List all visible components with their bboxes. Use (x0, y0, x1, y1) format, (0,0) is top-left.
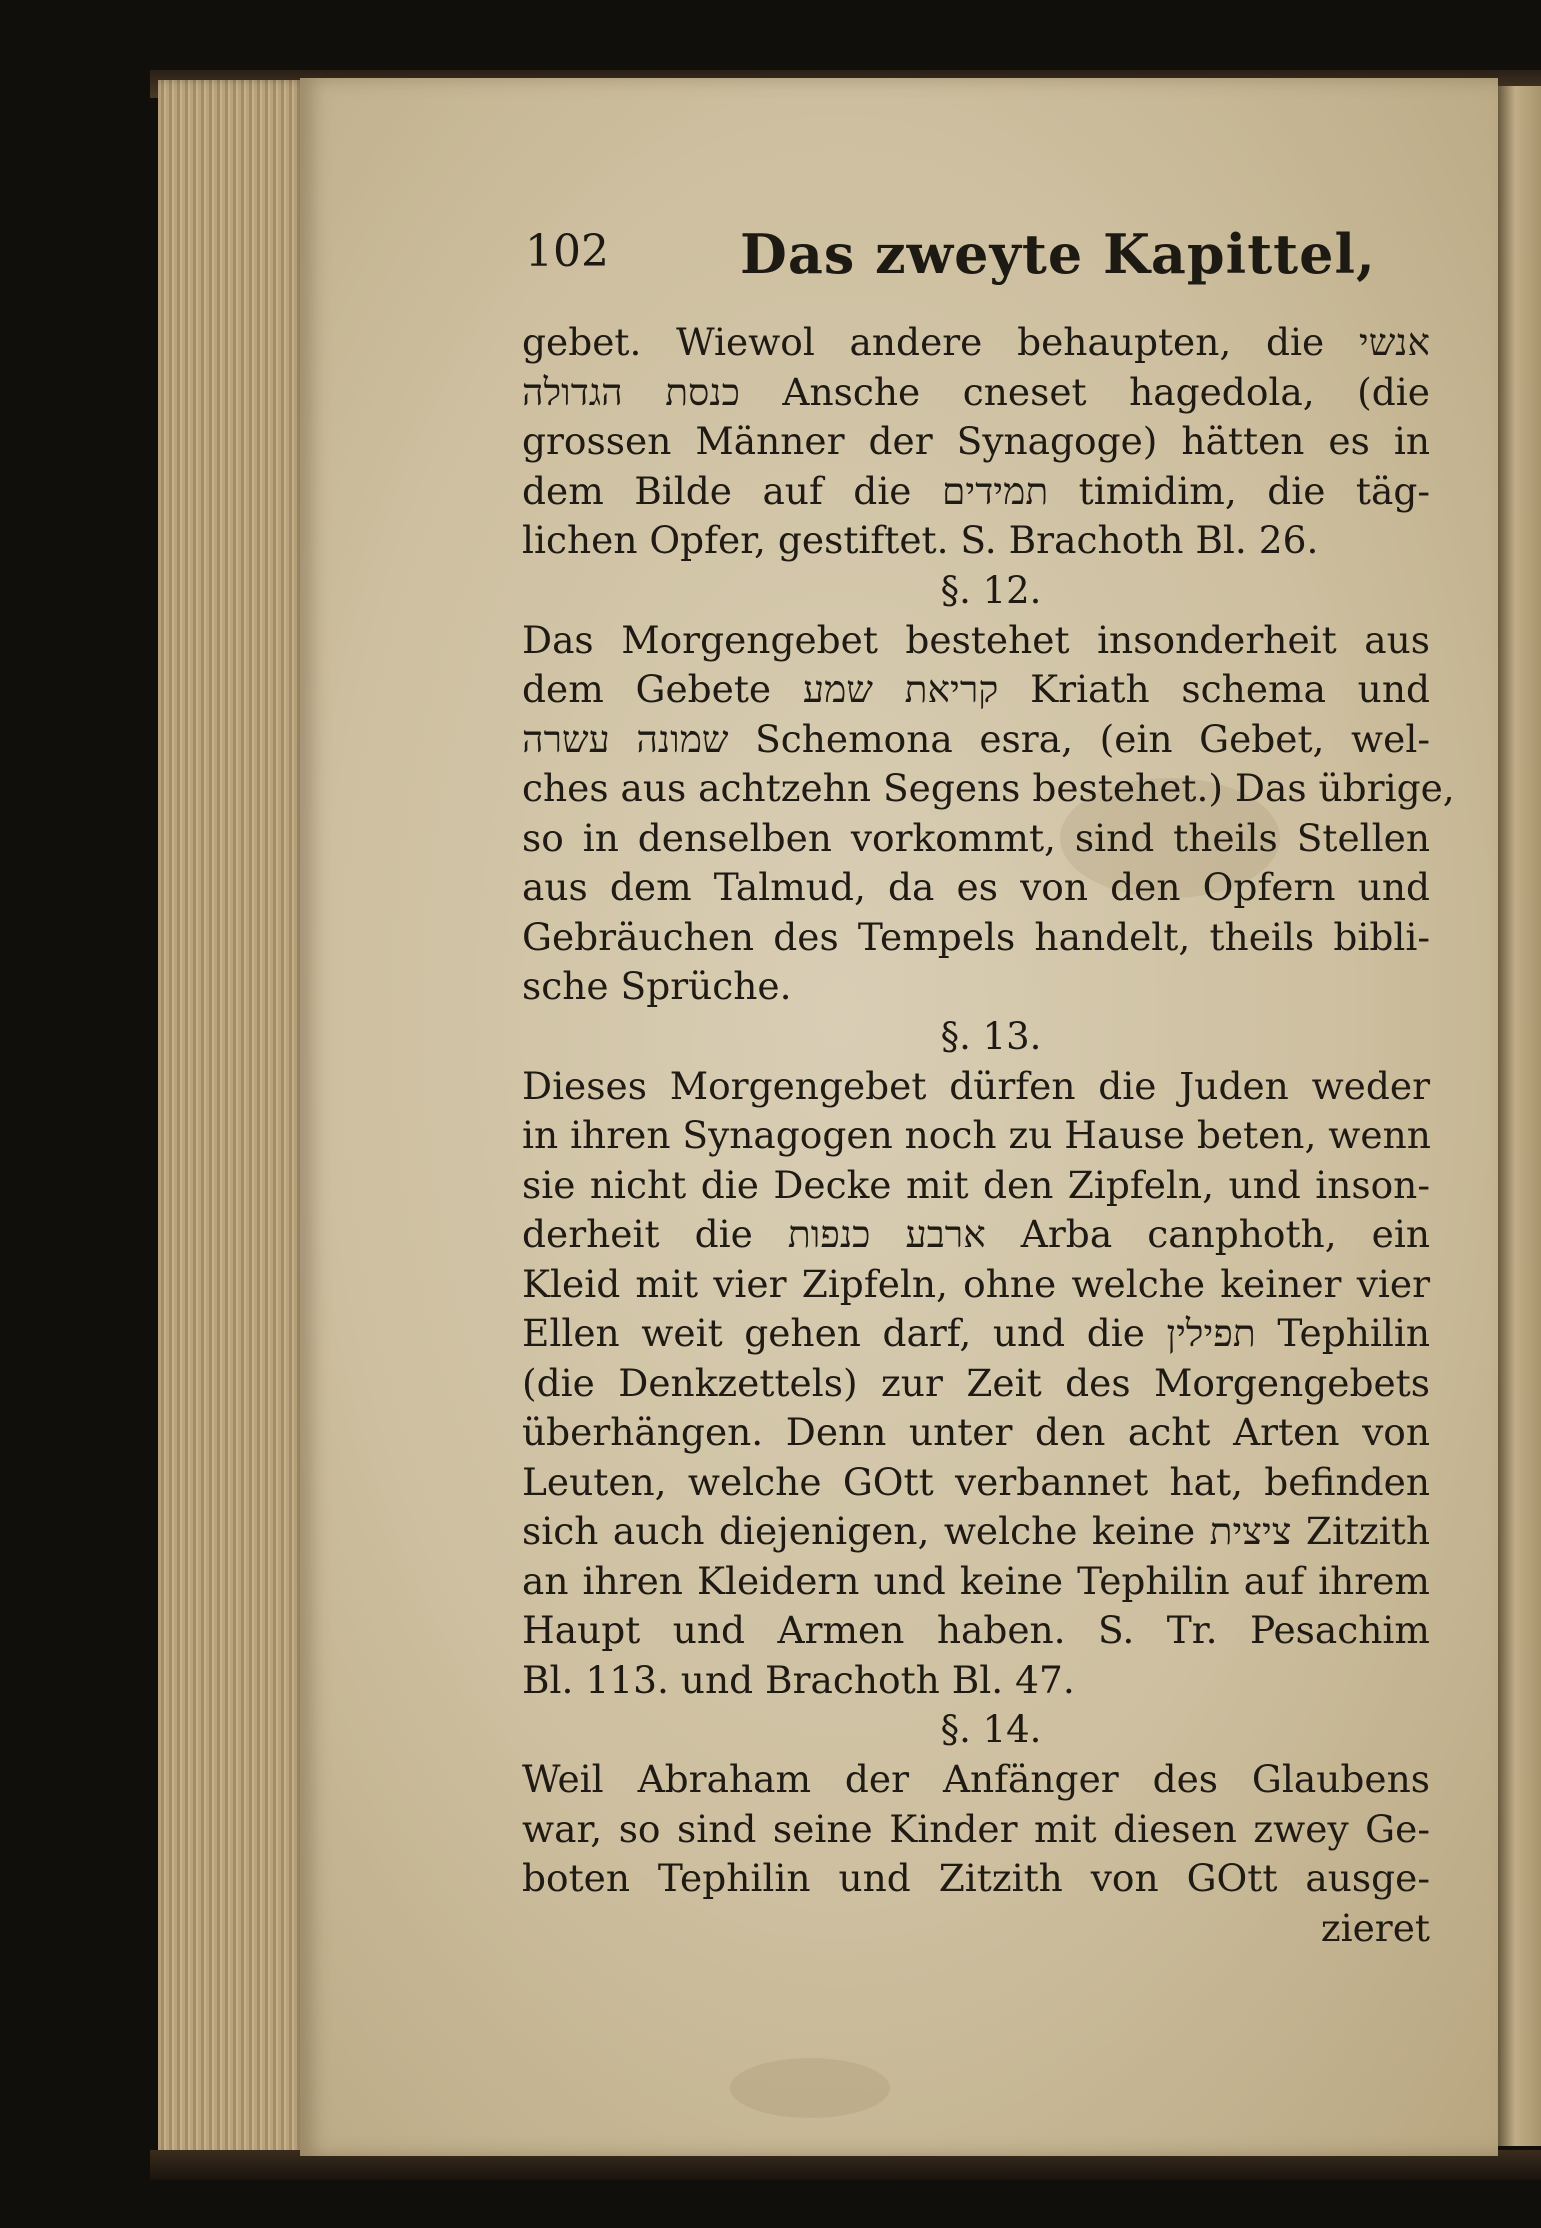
text-line: Kleid mit vier Zipfeln, ohne welche keiner vier (522, 1261, 1430, 1306)
text-line: Weil Abraham der Anfänger des Glaubens (522, 1757, 1430, 1801)
text-line: so in denselben vorkommt, sind theils Stellen (522, 815, 1430, 860)
text-line: derheit die ארבע כנפות Arba canphoth, ein (522, 1212, 1431, 1256)
text-line: an ihren Kleidern und keine Tephilin auf ihrem (522, 1558, 1430, 1603)
page-edges (158, 80, 308, 2160)
text-line: Dieses Morgengebet dürfen die Juden weder (522, 1063, 1430, 1108)
text-line: war, so sind seine Kinder mit diesen zwey Ge- (522, 1806, 1430, 1851)
text-line: dem Bilde auf die תמידים timidim, die täg- (522, 468, 1430, 513)
stain (730, 2058, 890, 2118)
text-line: dem Gebete קריאת שמע Kriath schema und (522, 667, 1430, 711)
text-line: in ihren Synagogen noch zu Hause beten, wenn (522, 1113, 1431, 1157)
text-line: Gebräuchen des Tempels handelt, theils bibli- (522, 914, 1430, 959)
page-header (525, 222, 1428, 296)
section-heading-13: §. 13. (940, 1014, 1042, 1058)
text-line: ches aus achtzehn Segens bestehet.) Das übrige, (522, 766, 1455, 810)
text-line: grossen Männer der Synagoge) hätten es in (522, 419, 1430, 463)
catchword: zieret (1320, 1905, 1430, 1950)
section-heading-12: §. 12. (940, 568, 1042, 612)
facing-page-edge (1498, 86, 1541, 2146)
text-line: (die Denkzettels) zur Zeit des Morgengebets (522, 1360, 1430, 1405)
text-line: sche Sprüche. (522, 964, 792, 1008)
text-line: aus dem Talmud, da es von den Opfern und (522, 865, 1430, 909)
text-line: כנסת הגדולה Ansche cneset hagedola, (die (522, 369, 1430, 414)
text-line: boten Tephilin und Zitzith von GOtt ausge- (522, 1856, 1430, 1900)
section-heading-14: §. 14. (940, 1708, 1042, 1751)
text-line: überhängen. Denn unter den acht Arten von (522, 1410, 1430, 1454)
text-line: sie nicht die Decke mit den Zipfeln, und inson- (522, 1162, 1430, 1207)
text-line: Ellen weit gehen darf, und die תפילין Tephilin (522, 1311, 1430, 1355)
text-line: Haupt und Armen haben. S. Tr. Pesachim (522, 1608, 1430, 1652)
text-line: שמונה עשרה Schemona esra, (ein Gebet, wel- (522, 716, 1431, 761)
text-line: lichen Opfer, gestiftet. S. Brachoth Bl. 26. (522, 518, 1319, 562)
page-body (522, 318, 1455, 1953)
running-head: Das zweyte Kapittel, (740, 222, 1376, 286)
text-line: gebet. Wiewol andere behaupten, die אנשי (522, 320, 1430, 364)
text-line: Leuten, welche GOtt verbannet hat, befinden (522, 1459, 1430, 1504)
book-page (300, 78, 1498, 2156)
text-line: Bl. 113. und Brachoth Bl. 47. (522, 1657, 1075, 1702)
text-line: sich auch diejenigen, welche keine ציצית Zitzith (522, 1509, 1430, 1553)
page-number: 102 (525, 226, 609, 277)
text-line: Das Morgengebet bestehet insonderheit aus (522, 617, 1430, 662)
